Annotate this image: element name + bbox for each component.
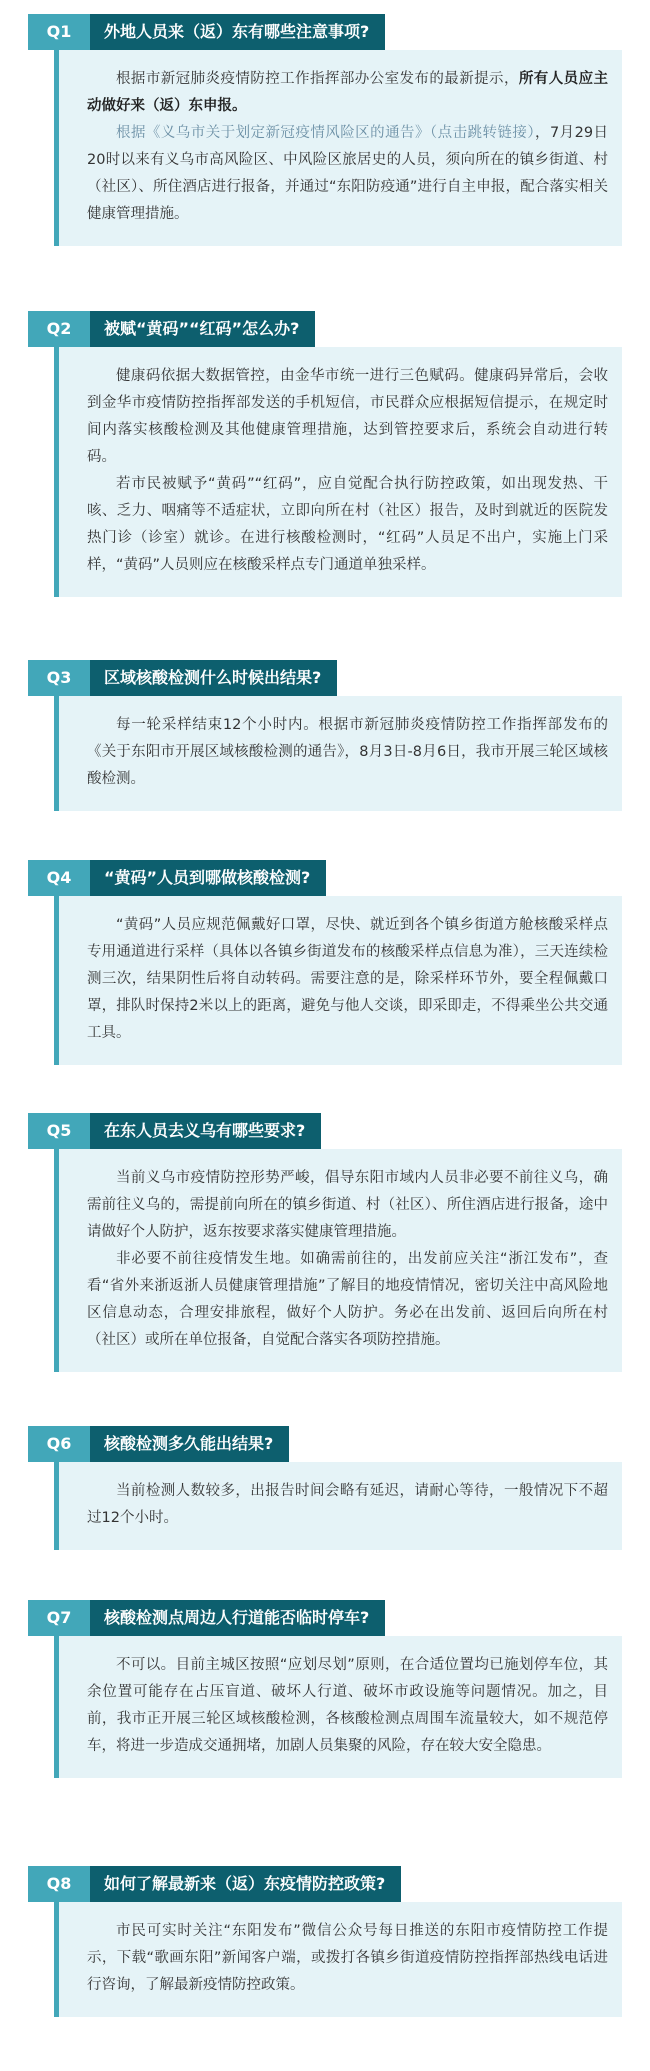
question-header: [28, 660, 622, 696]
question-number: Q2: [28, 311, 90, 347]
answer-box: [54, 50, 622, 246]
question-header: [28, 1866, 622, 1902]
answer-box: [54, 696, 622, 811]
answer-box: [54, 347, 622, 597]
qa-section-7: [28, 1600, 622, 1778]
answer-paragraph: 每一轮采样结束12个小时内。根据市新冠肺炎疫情防控工作指挥部发布的《关于东阳市开展区域核酸检测的通告》，8月3日-8月6日，我市开展三轮区域核酸检测。: [87, 717, 608, 787]
question-number: Q5: [28, 1113, 90, 1149]
question-header: [28, 860, 622, 896]
answer-paragraph: 不可以。目前主城区按照“应划尽划”原则，在合适位置均已施划停车位，其余位置可能存在占压盲道、破坏人行道、破坏市政设施等问题情况。加之，目前，我市正开展三轮区域核酸检测，各核酸检测点周围车流量较大，如不规范停车，将进一步造成交通拥堵，加剧人员集聚的风险，存在较大安全隐患。: [87, 1657, 608, 1754]
qa-section-8: [28, 1866, 622, 2017]
notice-link[interactable]: 根据《义乌市关于划定新冠疫情风险区的通告》（点击跳转链接）: [116, 125, 536, 141]
answer-box: [54, 1149, 622, 1372]
question-title: 在东人员去义乌有哪些要求?: [90, 1113, 321, 1149]
question-header: [28, 1600, 622, 1636]
qa-section-4: [28, 860, 622, 1065]
answer-paragraph: 非必要不前往疫情发生地。如确需前往的，出发前应关注“浙江发布”，查看“省外来浙返浙人员健康管理措施”了解目的地疫情情况，密切关注中高风险地区信息动态，合理安排旅程，做好个人防护。务必在出发前、返回后向所在村（社区）或所在单位报备，自觉配合落实各项防控措施。: [87, 1251, 608, 1348]
qa-section-3: [28, 660, 622, 811]
qa-section-2: [28, 311, 622, 597]
answer-paragraph: “黄码”人员应规范佩戴好口罩，尽快、就近到各个镇乡街道方舱核酸采样点专用通道进行采样（具体以各镇乡街道发布的核酸采样点信息为准），三天连续检测三次，结果阴性后将自动转码。需要注意的是，除采样环节外，要全程佩戴口罩，排队时保持2米以上的距离，避免与他人交谈，即采即走，不得乘坐公共交通工具。: [87, 917, 608, 1041]
qa-section-1: [28, 14, 622, 246]
question-number: Q4: [28, 860, 90, 896]
answer-box: [54, 1462, 622, 1550]
question-title: 如何了解最新来（返）东疫情防控政策?: [90, 1866, 401, 1902]
qa-section-5: [28, 1113, 622, 1372]
question-title: 区域核酸检测什么时候出结果?: [90, 660, 337, 696]
answer-paragraph: [87, 120, 608, 228]
question-number: Q8: [28, 1866, 90, 1902]
question-title: 被赋“黄码”“红码”怎么办?: [90, 311, 315, 347]
question-number: Q7: [28, 1600, 90, 1636]
answer-box: [54, 1636, 622, 1778]
question-number: Q6: [28, 1426, 90, 1462]
qa-section-6: [28, 1426, 622, 1550]
question-title: “黄码”人员到哪做核酸检测?: [90, 860, 326, 896]
answer-paragraph: [87, 66, 608, 120]
question-title: 核酸检测多久能出结果?: [90, 1426, 289, 1462]
answer-box: [54, 896, 622, 1065]
answer-paragraph: 当前义乌市疫情防控形势严峻，倡导东阳市域内人员非必要不前往义乌，确需前往义乌的，需提前向所在的镇乡街道、村（社区）、所住酒店进行报备，途中请做好个人防护，返东按要求落实健康管理措施。: [87, 1170, 608, 1240]
answer-text: ，7月29日20时以来有义乌市高风险区、中风险区旅居史的人员，须向所在的镇乡街道、村（社区）、所住酒店进行报备，并通过“东阳防疫通”进行自主申报，配合落实相关健康管理措施。: [87, 125, 608, 222]
answer-paragraph: 市民可实时关注“东阳发布”微信公众号每日推送的东阳市疫情防控工作提示，下载“歌画东阳”新闻客户端，或拨打各镇乡街道疫情防控指挥部热线电话进行咨询，了解最新疫情防控政策。: [87, 1923, 608, 1993]
answer-text: 根据市新冠肺炎疫情防控工作指挥部办公室发布的最新提示，: [116, 71, 519, 87]
answer-emphasis: 所有人员应主动做好来（返）东申报。: [87, 71, 608, 114]
answer-box: [54, 1902, 622, 2017]
question-header: [28, 1113, 622, 1149]
answer-paragraph: 当前检测人数较多，出报告时间会略有延迟，请耐心等待，一般情况下不超过12个小时。: [87, 1483, 608, 1526]
question-header: [28, 311, 622, 347]
answer-paragraph: 若市民被赋予“黄码”“红码”，应自觉配合执行防控政策，如出现发热、干咳、乏力、咽痛等不适症状，立即向所在村（社区）报告，及时到就近的医院发热门诊（诊室）就诊。在进行核酸检测时，“红码”人员足不出户，实施上门采样，“黄码”人员则应在核酸采样点专门通道单独采样。: [87, 476, 608, 573]
question-title: 外地人员来（返）东有哪些注意事项?: [90, 14, 385, 50]
question-title: 核酸检测点周边人行道能否临时停车?: [90, 1600, 385, 1636]
question-header: [28, 1426, 622, 1462]
question-number: Q3: [28, 660, 90, 696]
question-number: Q1: [28, 14, 90, 50]
answer-paragraph: 健康码依据大数据管控，由金华市统一进行三色赋码。健康码异常后，会收到金华市疫情防控指挥部发送的手机短信，市民群众应根据短信提示，在规定时间内落实核酸检测及其他健康管理措施，达到管控要求后，系统会自动进行转码。: [87, 368, 608, 465]
question-header: [28, 14, 622, 50]
